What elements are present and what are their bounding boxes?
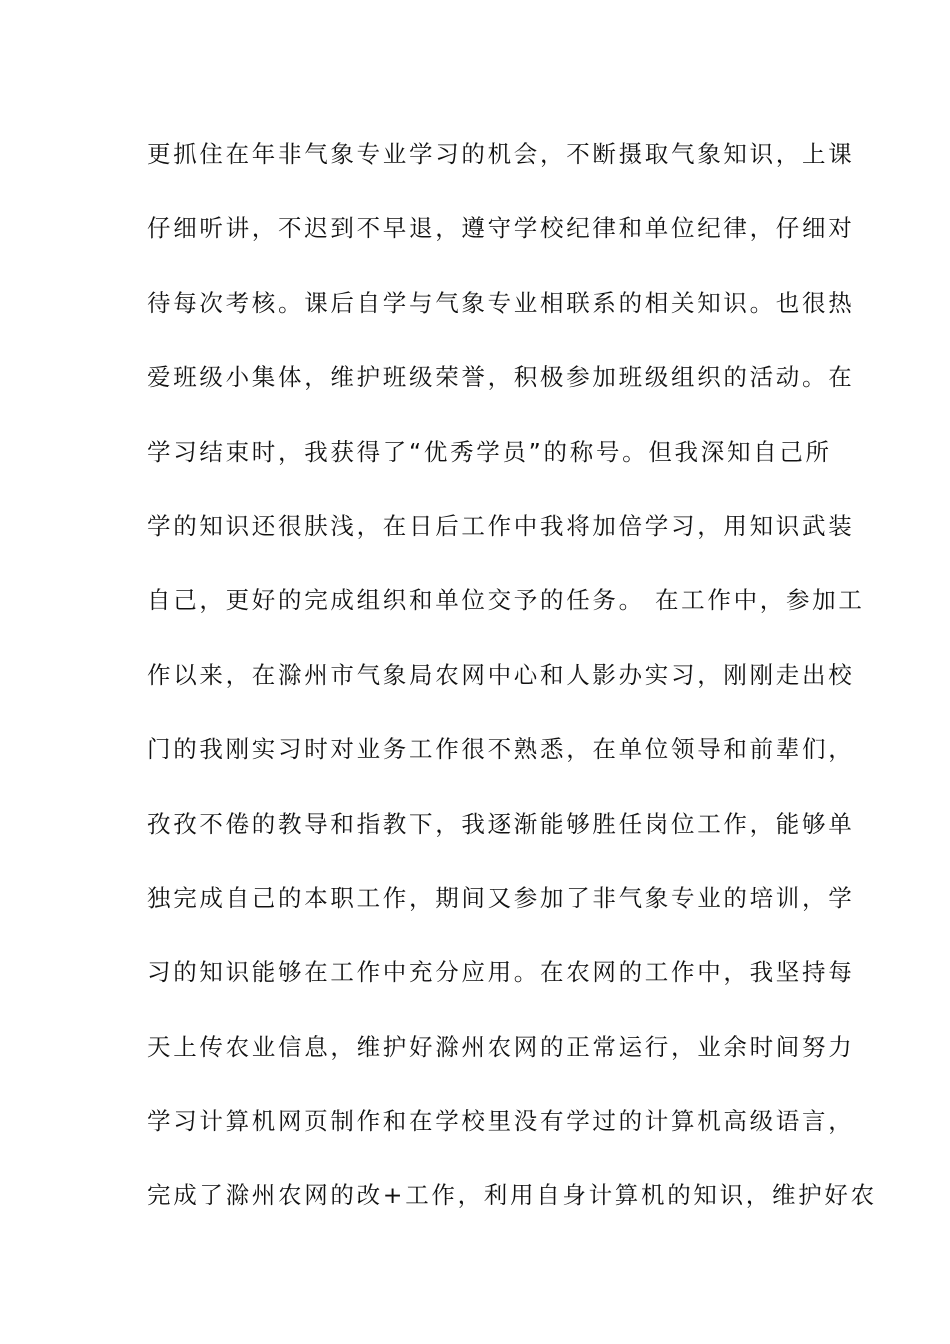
text-line-13: 天上传农业信息，维护好滁州农网的正常运行，业余时间努力 [147, 1032, 855, 1061]
text-line-5: 学习结束时，我获得了“优秀学员”的称号。但我深知自己所 [147, 437, 832, 466]
text-line-2: 仔细听讲，不迟到不早退，遵守学校纪律和单位纪律，仔细对 [147, 214, 855, 243]
text-line-9: 门的我刚实习时对业务工作很不熟悉，在单位领导和前辈们， [147, 735, 855, 764]
text-line-14: 学习计算机网页制作和在学校里没有学过的计算机高级语言， [147, 1107, 855, 1136]
text-line-4: 爱班级小集体，维护班级荣誉，积极参加班级组织的活动。在 [147, 363, 855, 392]
text-line-8: 作以来，在滁州市气象局农网中心和人影办实习，刚刚走出校 [147, 660, 855, 689]
text-line-15: 完成了滁州农网的改+工作，利用自身计算机的知识，维护好农 [147, 1181, 877, 1210]
text-line-12: 习的知识能够在工作中充分应用。在农网的工作中，我坚持每 [147, 958, 855, 987]
text-line-10: 孜孜不倦的教导和指教下，我逐渐能够胜任岗位工作，能够单 [147, 809, 855, 838]
body-text [147, 128, 877, 1244]
text-line-11: 独完成自己的本职工作，期间又参加了非气象专业的培训，学 [147, 883, 855, 912]
text-line-7: 自己，更好的完成组织和单位交予的任务。 在工作中，参加工 [147, 586, 865, 615]
text-line-1: 更抓住在年非气象专业学习的机会，不断摄取气象知识，上课 [147, 140, 855, 168]
text-line-3: 待每次考核。课后自学与气象专业相联系的相关知识。也很热 [147, 288, 855, 317]
text-line-6: 学的知识还很肤浅，在日后工作中我将加倍学习，用知识武装 [147, 511, 855, 540]
